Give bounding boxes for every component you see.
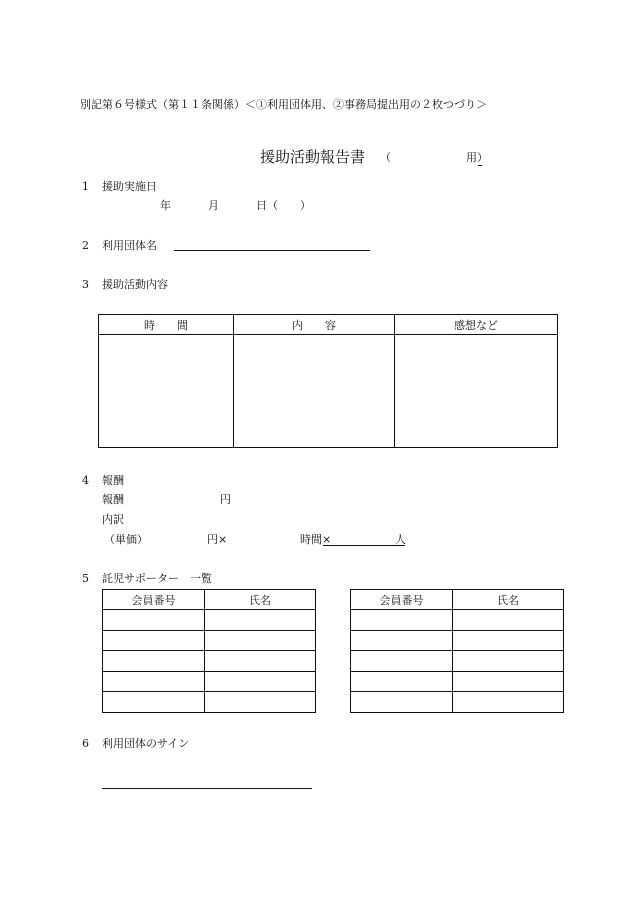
section-5-label: 託児サポーター 一覧 xyxy=(102,572,212,585)
unit-price-label: （単価） xyxy=(104,533,148,546)
date-day-label: 日（ xyxy=(256,199,278,212)
member-name-cell[interactable] xyxy=(205,610,316,631)
activity-impressions-cell[interactable] xyxy=(395,335,558,448)
section-5-number: 5 xyxy=(82,572,89,585)
reward-unit: 円 xyxy=(220,493,231,506)
member-number-cell[interactable] xyxy=(351,631,453,651)
member-number-cell[interactable] xyxy=(351,610,453,631)
section-4-number: 4 xyxy=(82,474,89,487)
section-6-number: 6 xyxy=(82,737,89,750)
member-name-header: 氏名 xyxy=(453,590,564,610)
member-name-cell[interactable] xyxy=(205,631,316,651)
member-name-cell[interactable] xyxy=(453,631,564,651)
reward-label: 報酬 xyxy=(102,493,124,506)
member-number-header: 会員番号 xyxy=(351,590,453,610)
people-count-line[interactable] xyxy=(323,545,405,546)
member-name-cell[interactable] xyxy=(453,610,564,631)
title-paren-open: （ xyxy=(380,151,391,164)
organization-name-line[interactable] xyxy=(174,250,370,251)
activity-content-cell[interactable] xyxy=(234,335,395,448)
section-1-label: 援助実施日 xyxy=(102,180,157,193)
member-name-cell[interactable] xyxy=(453,692,564,713)
member-number-cell[interactable] xyxy=(103,672,205,692)
section-4-label: 報酬 xyxy=(102,474,124,487)
date-weekday-close: ） xyxy=(300,199,311,212)
hours-times-label: 時間× xyxy=(300,533,332,546)
form-number-note: 別記第６号様式（第１１条関係）＜①利用団体用、②事務局提出用の２枚つづり＞ xyxy=(80,98,487,111)
breakdown-label: 内訳 xyxy=(102,513,124,526)
member-name-cell[interactable] xyxy=(453,651,564,672)
section-6-label: 利用団体のサイン xyxy=(102,737,190,750)
title-paren-close: 用） xyxy=(466,151,488,164)
supporter-table-left xyxy=(102,589,316,713)
title-underline xyxy=(478,165,482,166)
section-3-label: 援助活動内容 xyxy=(102,278,168,291)
people-label: 人 xyxy=(395,533,406,546)
activity-header-content: 内 容 xyxy=(234,315,395,335)
activity-table xyxy=(98,314,558,448)
section-2-label: 利用団体名 xyxy=(102,239,157,252)
yen-times-label: 円× xyxy=(207,533,228,546)
section-3-number: 3 xyxy=(82,278,89,291)
section-2-number: 2 xyxy=(82,239,89,252)
page-title: 援助活動報告書 xyxy=(260,148,366,166)
member-number-cell[interactable] xyxy=(103,692,205,713)
supporter-table-right xyxy=(350,589,564,713)
member-name-cell[interactable] xyxy=(205,672,316,692)
member-name-cell[interactable] xyxy=(205,692,316,713)
member-number-cell[interactable] xyxy=(103,631,205,651)
member-name-cell[interactable] xyxy=(205,651,316,672)
section-1-number: 1 xyxy=(82,180,89,193)
member-number-cell[interactable] xyxy=(351,692,453,713)
date-month-label: 月 xyxy=(208,199,219,212)
member-name-header: 氏名 xyxy=(205,590,316,610)
member-number-cell[interactable] xyxy=(103,610,205,631)
activity-time-cell[interactable] xyxy=(99,335,234,448)
member-number-cell[interactable] xyxy=(103,651,205,672)
date-year-label: 年 xyxy=(160,199,171,212)
member-number-cell[interactable] xyxy=(351,651,453,672)
activity-header-impressions: 感想など xyxy=(395,315,558,335)
member-number-header: 会員番号 xyxy=(103,590,205,610)
activity-header-time: 時 間 xyxy=(99,315,234,335)
member-number-cell[interactable] xyxy=(351,672,453,692)
signature-line[interactable] xyxy=(102,788,312,789)
member-name-cell[interactable] xyxy=(453,672,564,692)
